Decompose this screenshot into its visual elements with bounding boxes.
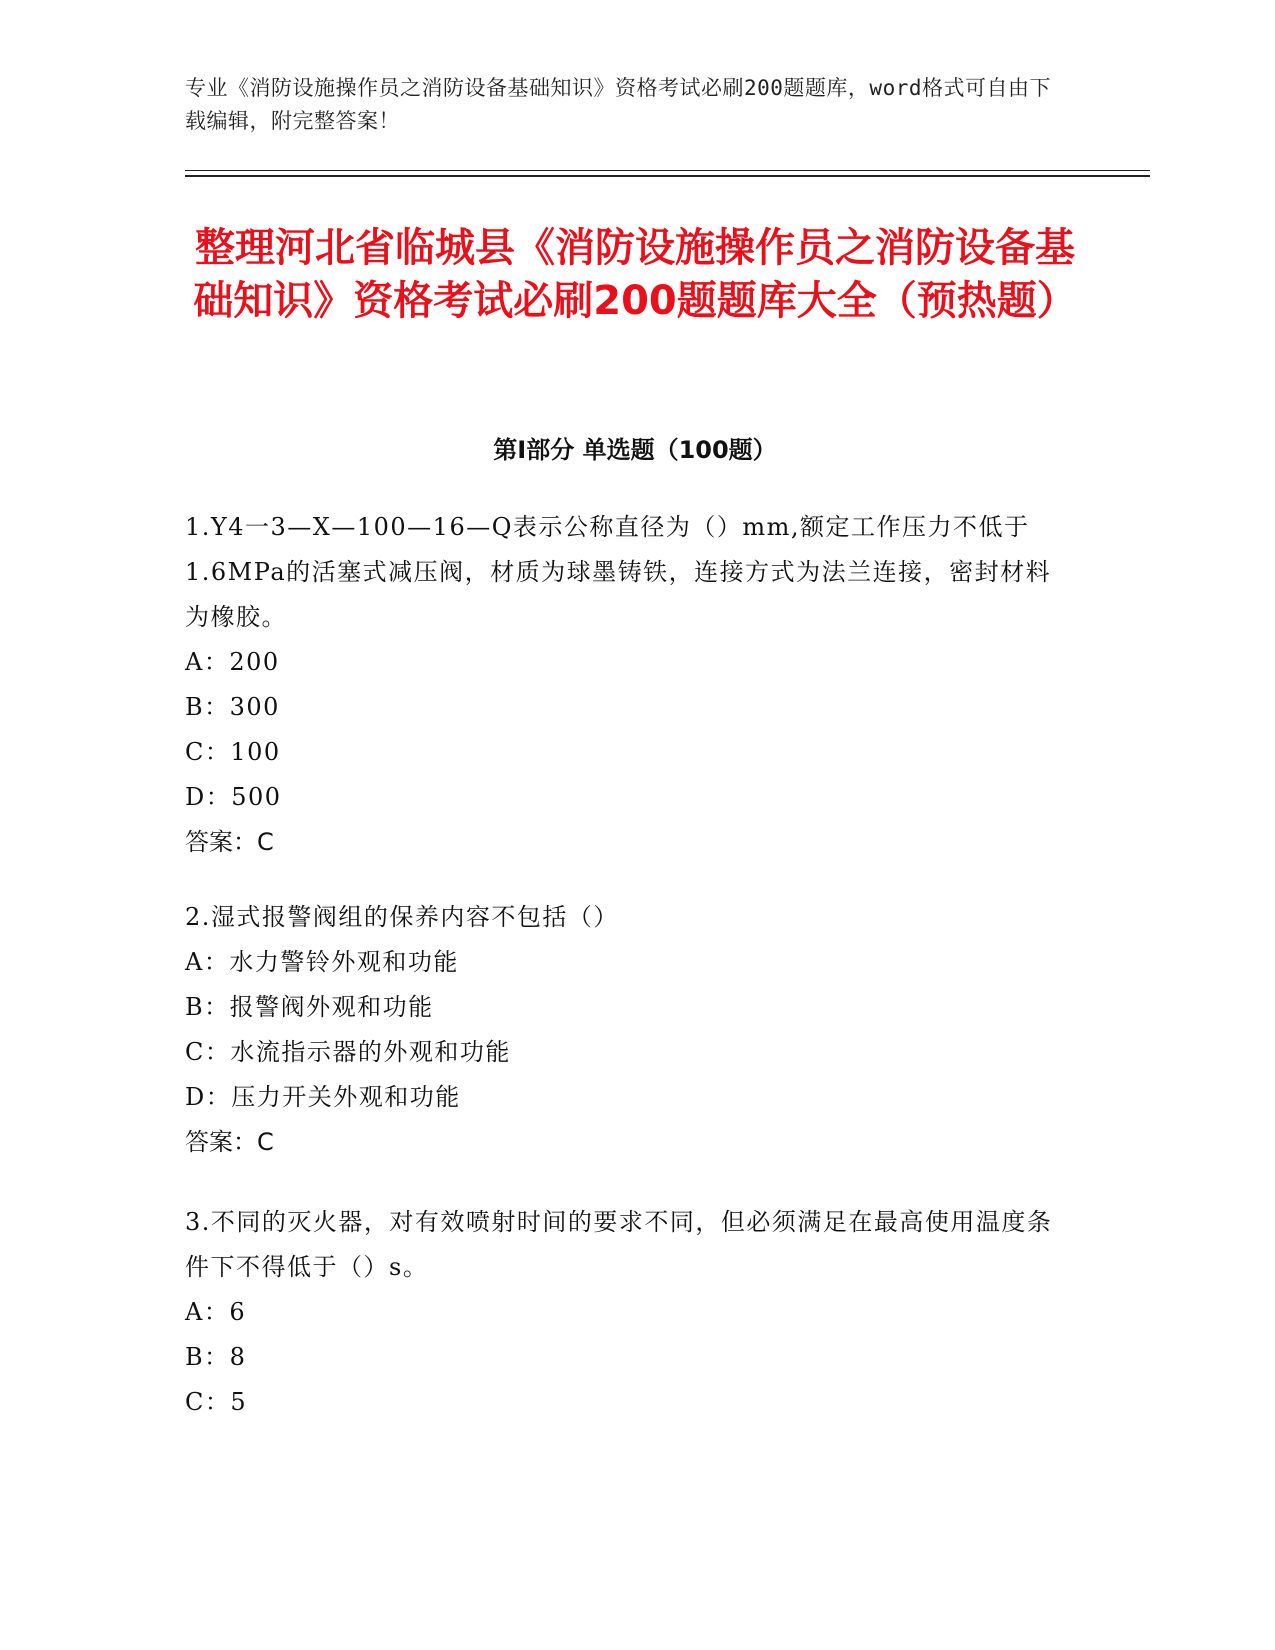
section-title: 第Ⅰ部分 单选题（100题）: [493, 436, 777, 464]
option-a: A：水力警铃外观和功能: [185, 948, 459, 976]
option-a: A：200: [185, 648, 280, 676]
option-b: B：报警阀外观和功能: [185, 993, 434, 1021]
question-2: [185, 895, 1065, 1165]
header-divider-thin: [185, 170, 1150, 171]
question-stem: 1.Y4一3—X—100—16—Q表示公称直径为（）mm,额定工作压力不低于1.6MPa的活塞式减压阀，材质为球墨铸铁，连接方式为法兰连接，密封材料为橡胶。: [185, 513, 1052, 631]
header-note: 专业《消防设施操作员之消防设备基础知识》资格考试必刷200题题库，word格式可自由下载编辑，附完整答案！: [185, 76, 1051, 133]
option-c: C：水流指示器的外观和功能: [185, 1038, 511, 1066]
question-stem: 2.湿式报警阀组的保养内容不包括（）: [185, 903, 619, 931]
option-b: B：300: [185, 693, 280, 721]
option-d: D：500: [185, 783, 282, 811]
option-d: D：压力开关外观和功能: [185, 1083, 461, 1111]
option-c: C：5: [185, 1388, 248, 1416]
answer-label: 答案：C: [185, 828, 274, 856]
option-b: B：8: [185, 1343, 247, 1371]
answer-label: 答案：C: [185, 1128, 274, 1156]
question-stem: 3.不同的灭火器，对有效喷射时间的要求不同，但必须满足在最高使用温度条件下不得低于（）s。: [185, 1208, 1053, 1281]
option-c: C：100: [185, 738, 281, 766]
question-1: [185, 505, 1065, 865]
question-3: [185, 1200, 1065, 1425]
header-divider-thick: [185, 175, 1150, 177]
document-title: 整理河北省临城县《消防设施操作员之消防设备基础知识》资格考试必刷200题题库大全（预热题）: [193, 225, 1077, 324]
option-a: A：6: [185, 1298, 247, 1326]
